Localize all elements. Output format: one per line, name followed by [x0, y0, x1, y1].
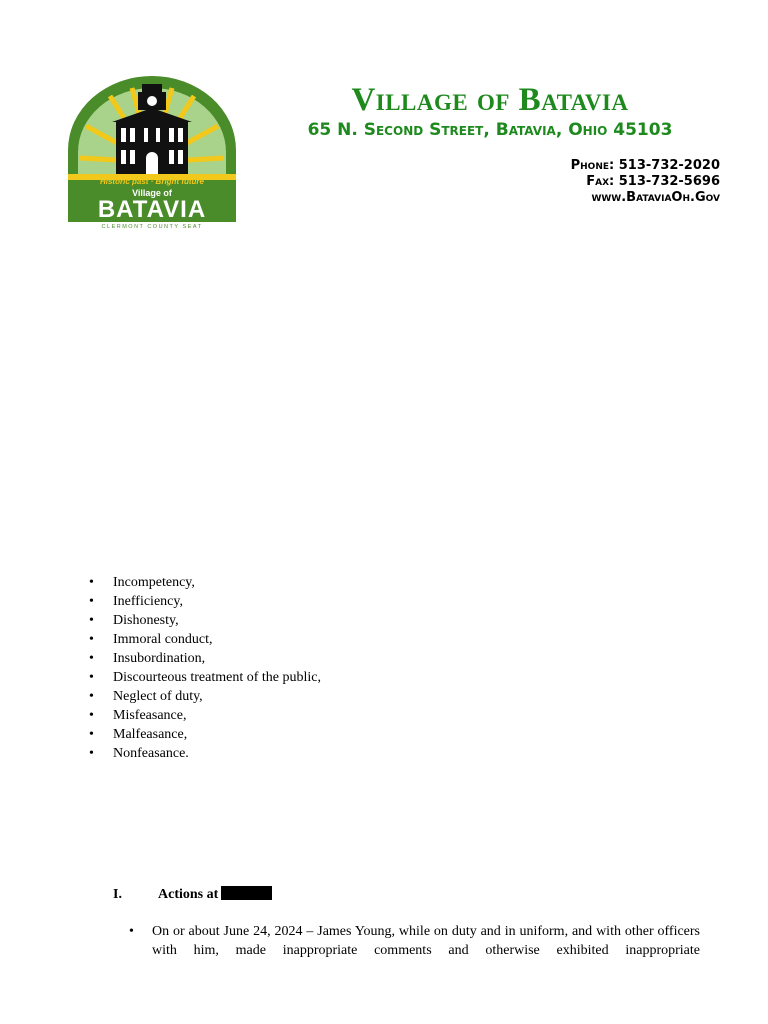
section-heading — [113, 885, 272, 905]
list-item: • Inefficiency, — [92, 592, 321, 611]
contact-block — [571, 158, 720, 206]
list-item: • Incompetency, — [92, 573, 321, 592]
svg-text:Village of: Village of — [132, 188, 172, 198]
phone-number: Phone: 513-732-2020 — [570, 158, 720, 173]
svg-text:CLERMONT COUNTY SEAT: CLERMONT COUNTY SEAT — [101, 224, 203, 230]
list-item: • Neglect of duty, — [92, 687, 321, 706]
village-logo — [66, 76, 238, 230]
action-text: On or about June 24, 2024 – James Young, while on duty and in uniform, and with other officers with him, made inappropriate comments and otherwise exhibited inappropriate — [152, 924, 700, 958]
section-number: I. — [113, 887, 122, 902]
svg-text:Historic past · Bright future: Historic past · Bright future — [99, 177, 205, 186]
list-item: • Misfeasance, — [92, 706, 321, 725]
list-item: • Immoral conduct, — [92, 630, 321, 649]
list-item: • Nonfeasance. — [92, 744, 321, 763]
list-item: • Discourteous treatment of the public, — [92, 668, 321, 687]
village-title: Village of Batavia — [351, 82, 629, 118]
section-title: Actions at — [158, 887, 219, 902]
list-item: • Dishonesty, — [92, 611, 321, 630]
redaction-block — [221, 886, 272, 900]
village-address: 65 N. Second Street, Batavia, Ohio 45103 — [307, 120, 673, 140]
list-item: • Insubordination, — [92, 649, 321, 668]
svg-text:BATAVIA: BATAVIA — [97, 196, 207, 223]
list-item: • Malfeasance, — [92, 725, 321, 744]
fax-number: Fax: 513-732-5696 — [586, 174, 720, 189]
grounds-list — [92, 573, 321, 763]
action-list-item — [129, 922, 700, 960]
bullet-icon: • — [129, 924, 134, 939]
website-link[interactable]: www.BataviaOh.Gov — [591, 190, 720, 205]
